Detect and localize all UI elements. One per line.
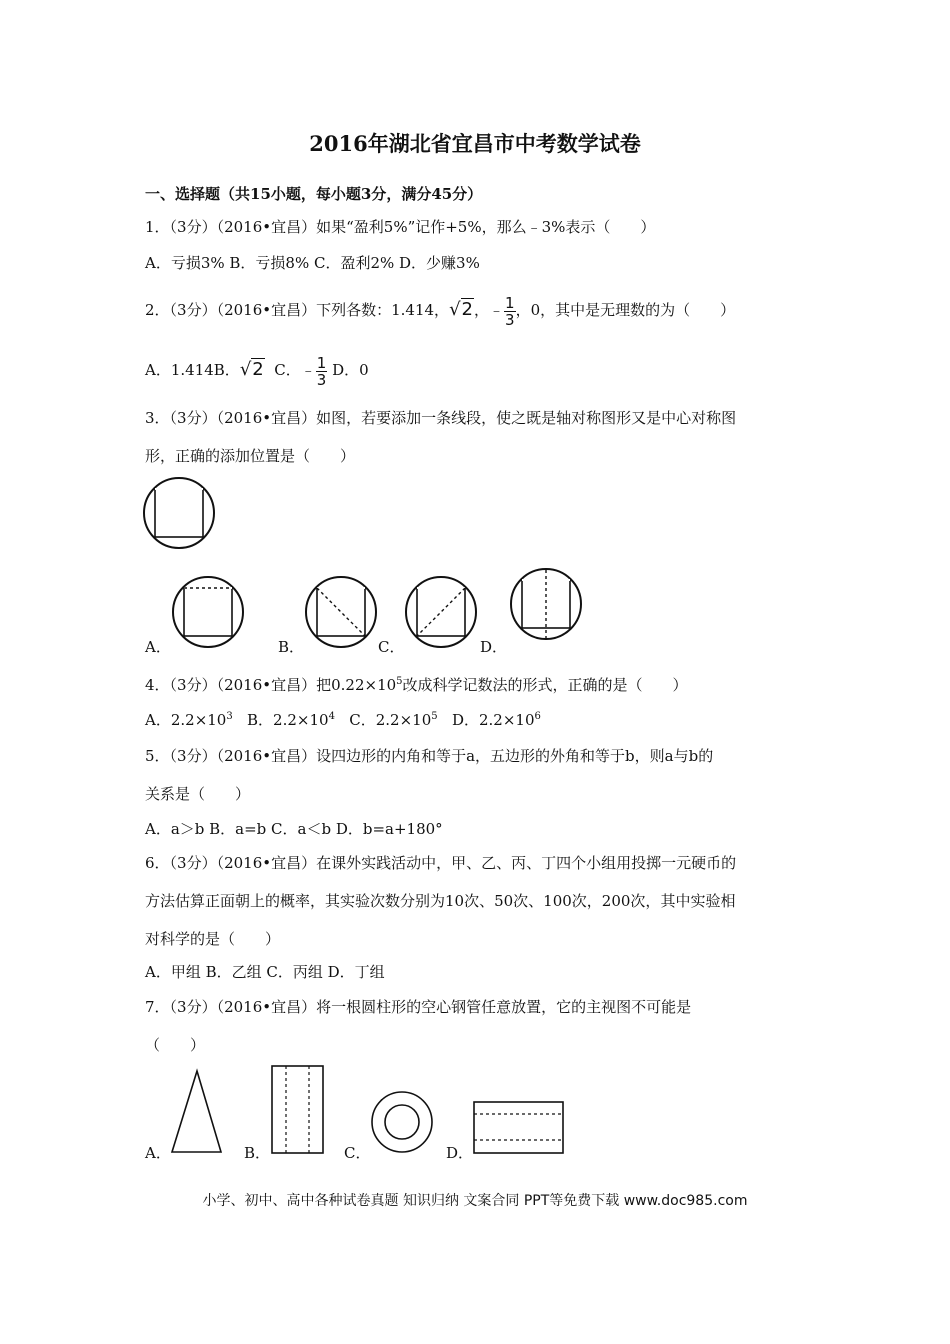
q7-stem-line1: 7．（3分）（2016•宜昌）将一根圆柱形的空心钢管任意放置，它的主视图不可能是 xyxy=(145,998,692,1016)
q3-stem-line2: 形，正确的添加位置是（ ） xyxy=(145,447,356,465)
q3-base-figure xyxy=(142,477,218,551)
exam-title: 2016年湖北省宜昌市中考数学试卷 xyxy=(309,131,641,156)
q2-option-a: A．1.414B． xyxy=(145,361,240,379)
q7-label-c: C． xyxy=(344,1144,371,1162)
q3-label-a: A． xyxy=(145,638,171,656)
q2-stem-post: ，0，其中是无理数的为（ ） xyxy=(515,301,736,319)
q4-stem xyxy=(145,675,688,695)
q6-stem-line1: 6．（3分）（2016•宜昌）在课外实践活动中，甲、乙、丙、丁四个小组用投掷一元硬币的 xyxy=(145,854,737,872)
fraction: $\frac{1}{3}$ xyxy=(505,293,515,329)
q3-option-b-figure xyxy=(305,576,379,648)
q6-stem-line3: 对科学的是（ ） xyxy=(145,930,281,948)
q7-label-b: B． xyxy=(244,1144,271,1162)
q5-stem-line1: 5．（3分）（2016•宜昌）设四边形的内角和等于a，五边形的外角和等于b，则a与b的 xyxy=(145,747,714,765)
q6-options: A．甲组 B．乙组 C．丙组 D．丁组 xyxy=(145,963,385,981)
page-footer: 小学、初中、高中各种试卷真题 知识归纳 文案合同 PPT等免费下载 www.doc985.com xyxy=(202,1193,748,1209)
sqrt-expression: √2 xyxy=(239,359,264,380)
q2-options xyxy=(145,352,369,388)
q1-options: A．亏损3% B．亏损8% C．盈利2% D．少赚3% xyxy=(145,254,480,272)
q4-stem-post: 改成科学记数法的形式，正确的是（ ） xyxy=(402,676,688,694)
q4-option-d: D．2.2×10 xyxy=(451,711,535,729)
q7-option-b-rectangle xyxy=(270,1064,326,1156)
q4-stem-pre: 4．（3分）（2016•宜昌）把0.22×10 xyxy=(145,676,397,694)
q4-option-b: B．2.2×10 xyxy=(247,711,329,729)
q3-option-d-figure xyxy=(509,568,585,642)
q3-label-d: D． xyxy=(480,638,508,656)
q3-label-c: C． xyxy=(378,638,405,656)
q3-label-b: B． xyxy=(278,638,305,656)
q2-option-c: C．﹣ xyxy=(274,361,316,379)
q2-sep: ，﹣ xyxy=(474,301,505,319)
q2-stem-pre: 2．（3分）（2016•宜昌）下列各数：1.414， xyxy=(145,301,450,319)
q7-label-a: A． xyxy=(145,1144,171,1162)
q3-stem-line1: 3．（3分）（2016•宜昌）如图，若要添加一条线段，使之既是轴对称图形又是中心对称图 xyxy=(145,409,737,427)
q4-options xyxy=(145,710,541,730)
q3-option-a-figure xyxy=(172,576,246,648)
q7-stem-line2: （ ） xyxy=(145,1036,206,1054)
q4-option-b-exp: 4 xyxy=(328,711,335,722)
q4-option-a-exp: 3 xyxy=(226,711,233,722)
q4-option-d-exp: 6 xyxy=(534,711,541,722)
q4-option-c: C．2.2×10 xyxy=(349,711,432,729)
q7-option-a-triangle xyxy=(170,1069,224,1155)
q5-options: A．a＞b B．a=b C．a＜b D．b=a+180° xyxy=(145,820,443,838)
q7-label-d: D． xyxy=(446,1144,474,1162)
q4-option-a: A．2.2×10 xyxy=(145,711,227,729)
q1-stem: 1．（3分）（2016•宜昌）如果“盈利5%”记作+5%，那么﹣3%表示（ ） xyxy=(145,218,656,236)
q4-option-c-exp: 5 xyxy=(431,711,438,722)
fraction: $\frac{1}{3}$ xyxy=(316,353,327,389)
q7-option-d-rectangle xyxy=(472,1100,566,1156)
q7-option-c-ring xyxy=(370,1090,434,1154)
q6-stem-line2: 方法估算正面朝上的概率，其实验次数分别为10次、50次、100次，200次，其中实验相 xyxy=(145,892,736,910)
section-heading: 一、选择题（共15小题，每小题3分，满分45分） xyxy=(145,185,483,203)
q4-exponent: 5 xyxy=(396,676,403,687)
q2-option-d: D．0 xyxy=(332,361,369,379)
sqrt-expression: √2 xyxy=(449,299,473,320)
q5-stem-line2: 关系是（ ） xyxy=(145,785,251,803)
q2-stem xyxy=(145,292,735,328)
q3-option-c-figure xyxy=(405,576,479,648)
